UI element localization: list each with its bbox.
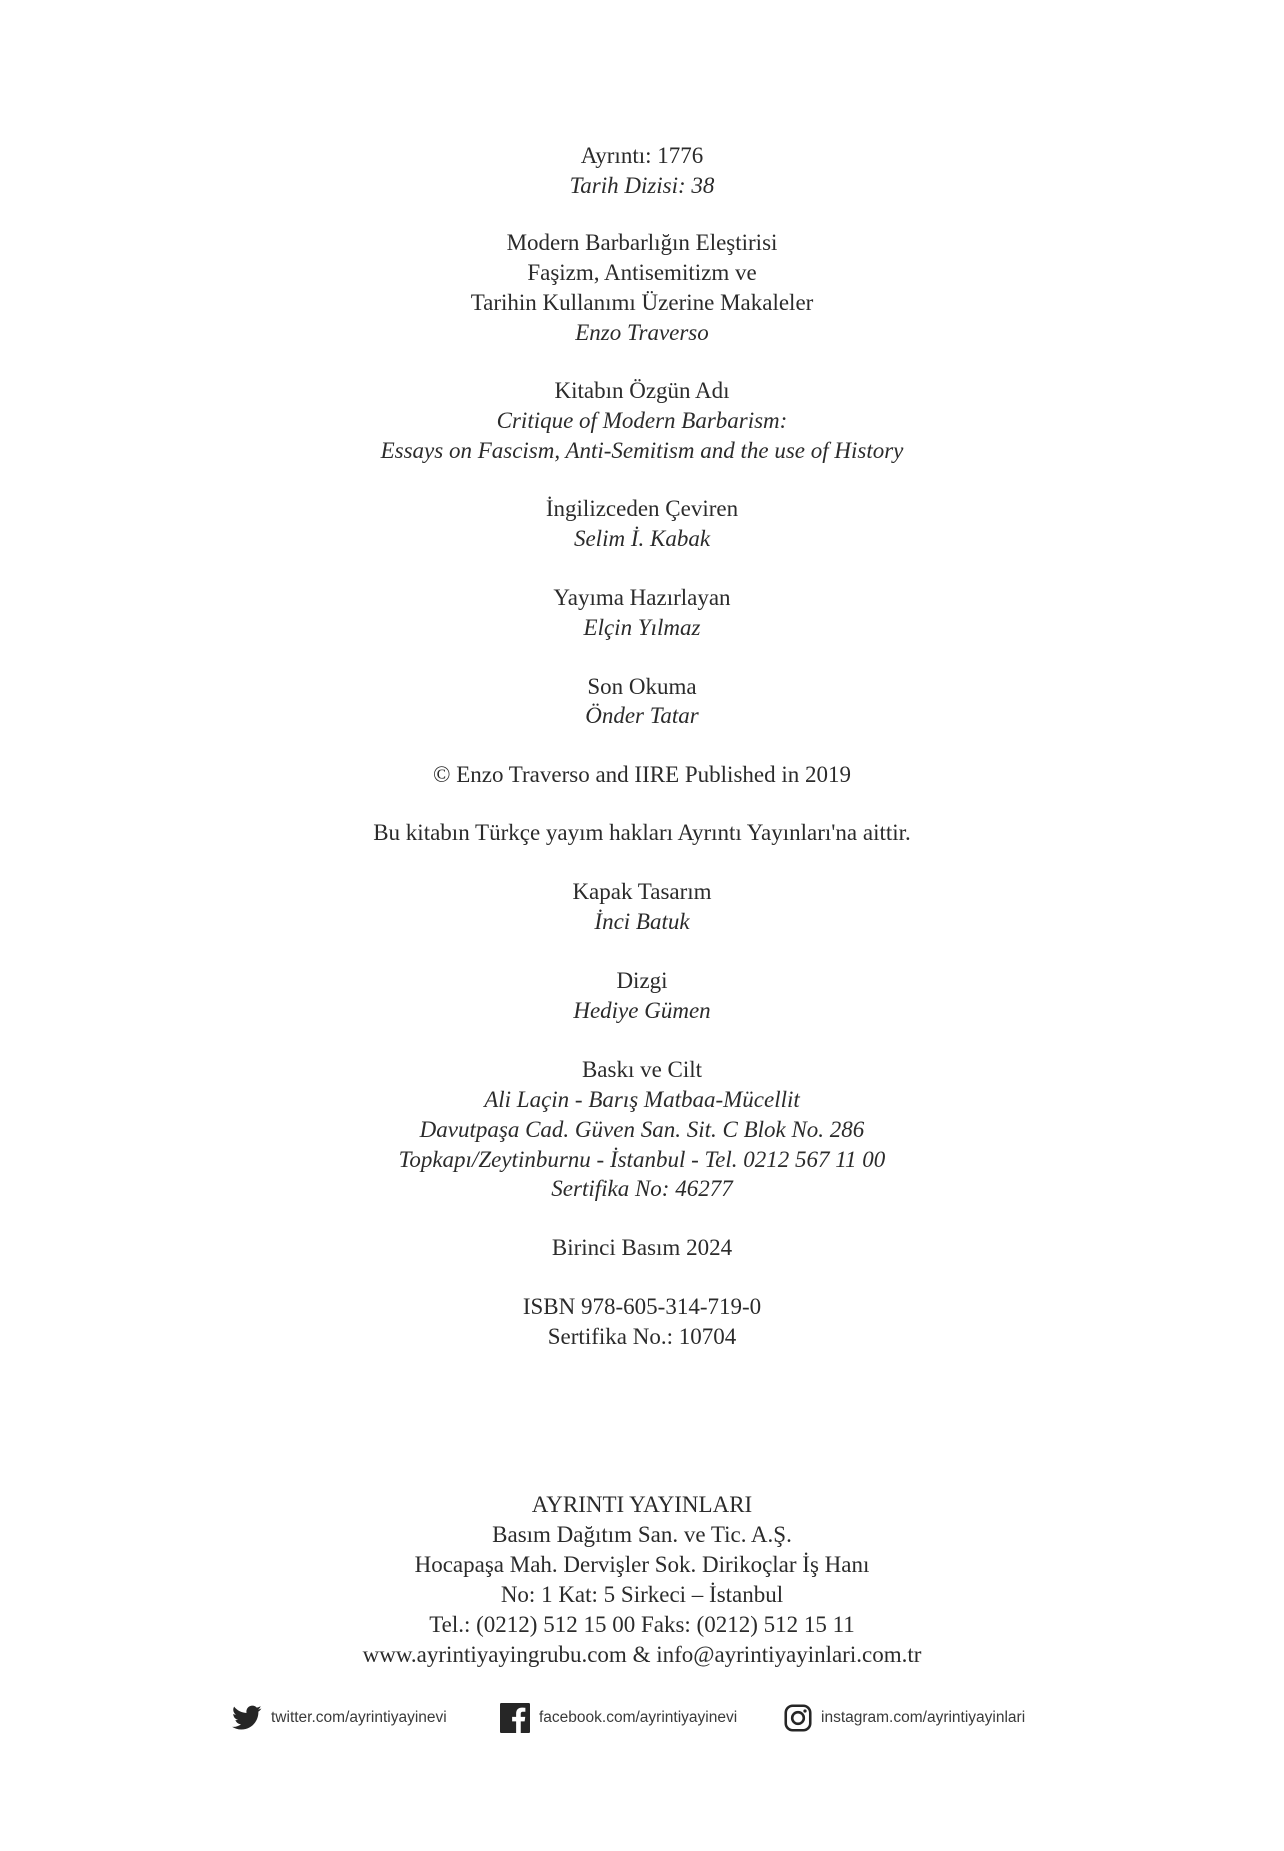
original-title-label: Kitabın Özgün Adı [554,378,730,403]
editor-label: Yayıma Hazırlayan [553,585,731,610]
facebook-link[interactable] [500,1698,737,1738]
book-author: Enzo Traverso [575,320,709,345]
printing-line-3: Topkapı/Zeytinburnu - İstanbul - Tel. 0212 567 11 00 [398,1147,886,1172]
twitter-link-text: twitter.com/ayrintiyayinevi [271,1709,447,1726]
original-title-line-2: Essays on Fascism, Anti-Semitism and the use of History [380,438,904,463]
printing-label: Baskı ve Cilt [581,1057,703,1082]
book-title-line-3: Tarihin Kullanımı Üzerine Makaleler [470,290,814,315]
typesetting-name: Hediye Gümen [573,998,711,1023]
publisher-line-3: No: 1 Kat: 5 Sirkeci – İstanbul [500,1582,784,1607]
translator-label: İngilizceden Çeviren [545,496,739,521]
instagram-camera-icon [784,1704,812,1732]
translator-name: Selim İ. Kabak [573,526,711,551]
proofreading-name: Önder Tatar [585,703,699,728]
certificate-number: Sertifika No.: 10704 [547,1324,737,1349]
instagram-link-text: instagram.com/ayrintiyayinlari [821,1709,1026,1726]
printing-line-1: Ali Laçin - Barış Matbaa-Mücellit [484,1087,800,1112]
book-title-line-2: Faşizm, Antisemitizm ve [527,260,757,285]
publisher-line-4: Tel.: (0212) 512 15 00 Faks: (0212) 512 15 11 [429,1612,855,1637]
printing-line-2: Davutpaşa Cad. Güven San. Sit. C Blok No. 286 [419,1117,865,1142]
isbn: ISBN 978-605-314-719-0 [522,1294,762,1319]
publisher-line-1: Basım Dağıtım San. ve Tic. A.Ş. [492,1522,792,1547]
edition: Birinci Basım 2024 [551,1235,733,1260]
original-title-line-1: Critique of Modern Barbarism: [496,408,788,433]
publisher-line-2: Hocapaşa Mah. Dervişler Sok. Dirikoçlar İş Hanı [414,1552,870,1577]
book-title-line-1: Modern Barbarlığın Eleştirisi [506,230,778,255]
cover-design-label: Kapak Tasarım [572,879,712,904]
printing-line-4: Sertifika No: 46277 [551,1176,733,1201]
facebook-f-icon [500,1703,530,1733]
twitter-link[interactable] [232,1698,447,1738]
copyright-notice: © Enzo Traverso and IIRE Published in 2019 [432,762,852,787]
series-number: Ayrıntı: 1776 [580,143,704,168]
editor-name: Elçin Yılmaz [583,615,701,640]
series-subseries: Tarih Dizisi: 38 [569,173,715,198]
twitter-bird-icon [232,1705,262,1731]
instagram-link[interactable] [784,1698,1025,1738]
rights-notice: Bu kitabın Türkçe yayım hakları Ayrıntı Yayınları'na aittir. [373,820,911,845]
publisher-name: AYRINTI YAYINLARI [531,1492,753,1517]
typesetting-label: Dizgi [616,968,668,993]
cover-design-name: İnci Batuk [594,909,690,934]
proofreading-label: Son Okuma [587,674,697,699]
publisher-line-5: www.ayrintiyayingrubu.com & info@ayrintiyayinlari.com.tr [362,1642,922,1667]
facebook-link-text: facebook.com/ayrintiyayinevi [539,1709,738,1726]
